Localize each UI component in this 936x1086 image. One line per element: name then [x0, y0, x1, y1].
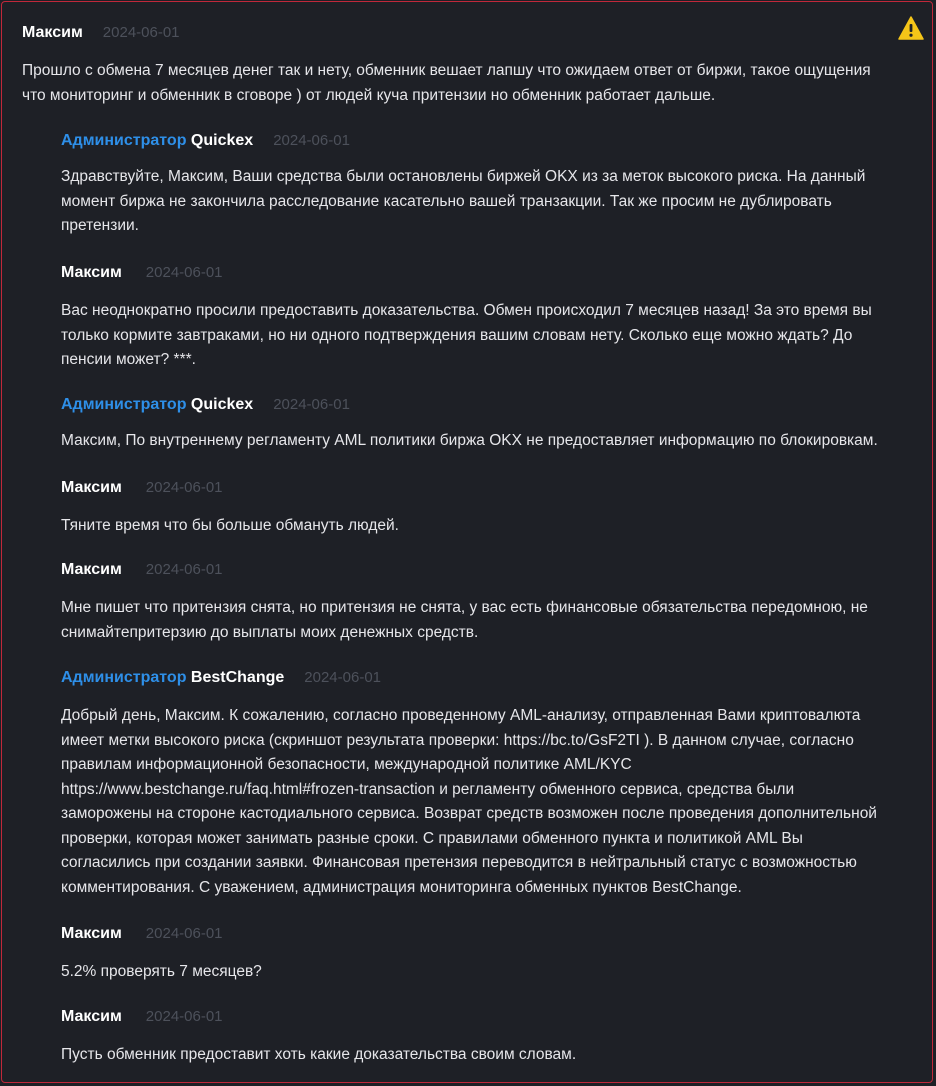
reply: [61, 478, 923, 539]
comment-author[interactable]: Максим: [61, 479, 122, 496]
reply: [61, 560, 923, 645]
reply: [61, 263, 923, 373]
comment-author[interactable]: Администратор Quickex: [61, 396, 254, 413]
reply: [61, 1007, 923, 1068]
comment-author[interactable]: Максим: [61, 925, 122, 942]
comment-date: 2024-06-01: [145, 479, 223, 496]
comment-text: Максим, По внутреннему регламенту AML политики биржа OKX не предоставляет информацию по блокировкам.: [61, 432, 878, 449]
comment-date: 2024-06-01: [304, 669, 382, 686]
comment-text: Добрый день, Максим. К сожалению, согласно проведенному AML-анализу, отправленная Вами криптовалюта имеет метки высокого риска (скриншот результата проверки: https://bc.to/GsF2TI ). В данном случае, согласно правилам информационной безопасности, международной политике AML/KYC https://www.bestchange.ru/faq.html#frozen-transaction и регламенту обменного сервиса, средства были заморожены на стороне кастодиального сервиса. Возврат средств возможен после проведения дополнительной проверки, которая может занимать разные сроки. С правилами обменного пункта и политикой AML Вы согласились при создании заявки. Финансовая претензия переводится в нейтральный статус с возможностью комментирования. С уважением, администрация мониторинга обменных пунктов BestChange.: [61, 707, 877, 896]
comment-author[interactable]: Администратор Quickex: [61, 132, 254, 149]
comment-date: 2024-06-01: [145, 1008, 223, 1025]
reply: [61, 131, 923, 239]
comment-text: Мне пишет что притензия снята, но притензия не снята, у вас есть финансовые обязательства передомною, не снимайтепритерзию до выплаты моих денежных средств.: [61, 599, 868, 641]
comment: [22, 23, 922, 108]
comment-date: 2024-06-01: [145, 925, 223, 942]
author-role: Администратор: [61, 669, 187, 686]
author-role: Администратор: [61, 396, 187, 413]
comment-author[interactable]: Максим: [61, 561, 122, 578]
comment-date: 2024-06-01: [273, 396, 350, 413]
comment-author[interactable]: Максим: [61, 264, 122, 281]
reply: [61, 924, 923, 985]
comment-author[interactable]: Администратор BestChange: [61, 669, 285, 686]
reply: [61, 395, 923, 454]
complaint-thread: [1, 1, 933, 1083]
comment-date: 2024-06-01: [273, 132, 350, 149]
comment-text: Тяните время что бы больше обмануть людей.: [61, 517, 399, 534]
comment-date: 2024-06-01: [145, 264, 223, 281]
comment-text: Пусть обменник предоставит хоть какие доказательства своим словам.: [61, 1046, 577, 1063]
comment-author[interactable]: Максим: [61, 1008, 122, 1025]
author-role: Администратор: [61, 132, 187, 149]
comment-text: Вас неоднократно просили предоставить доказательства. Обмен происходил 7 месяцев назад! За это время вы только кормите завтраками, но ни одного подтверждения вашим словам нету. Сколько еще можно ждать? До пенсии может? ***.: [61, 302, 872, 368]
comment-text: Прошло с обмена 7 месяцев денег так и нету, обменник вешает лапшу что ожидаем ответ от биржи, такое ощущения что мониторинг и обменник в сговоре ) от людей куча притензии но обменник работает дальше.: [22, 62, 871, 104]
reply: [61, 668, 923, 900]
comment-text: 5.2% проверять 7 месяцев?: [61, 963, 262, 980]
comment-text: Здравствуйте, Максим, Ваши средства были остановлены биржей OKX из за меток высокого риска. На данный момент биржа не закончила расследование касательно вашей транзакции. Так же просим не дублировать претензии.: [61, 168, 866, 234]
comment-date: 2024-06-01: [102, 24, 180, 41]
comment-author[interactable]: Максим: [22, 24, 83, 41]
comment-date: 2024-06-01: [145, 561, 223, 578]
